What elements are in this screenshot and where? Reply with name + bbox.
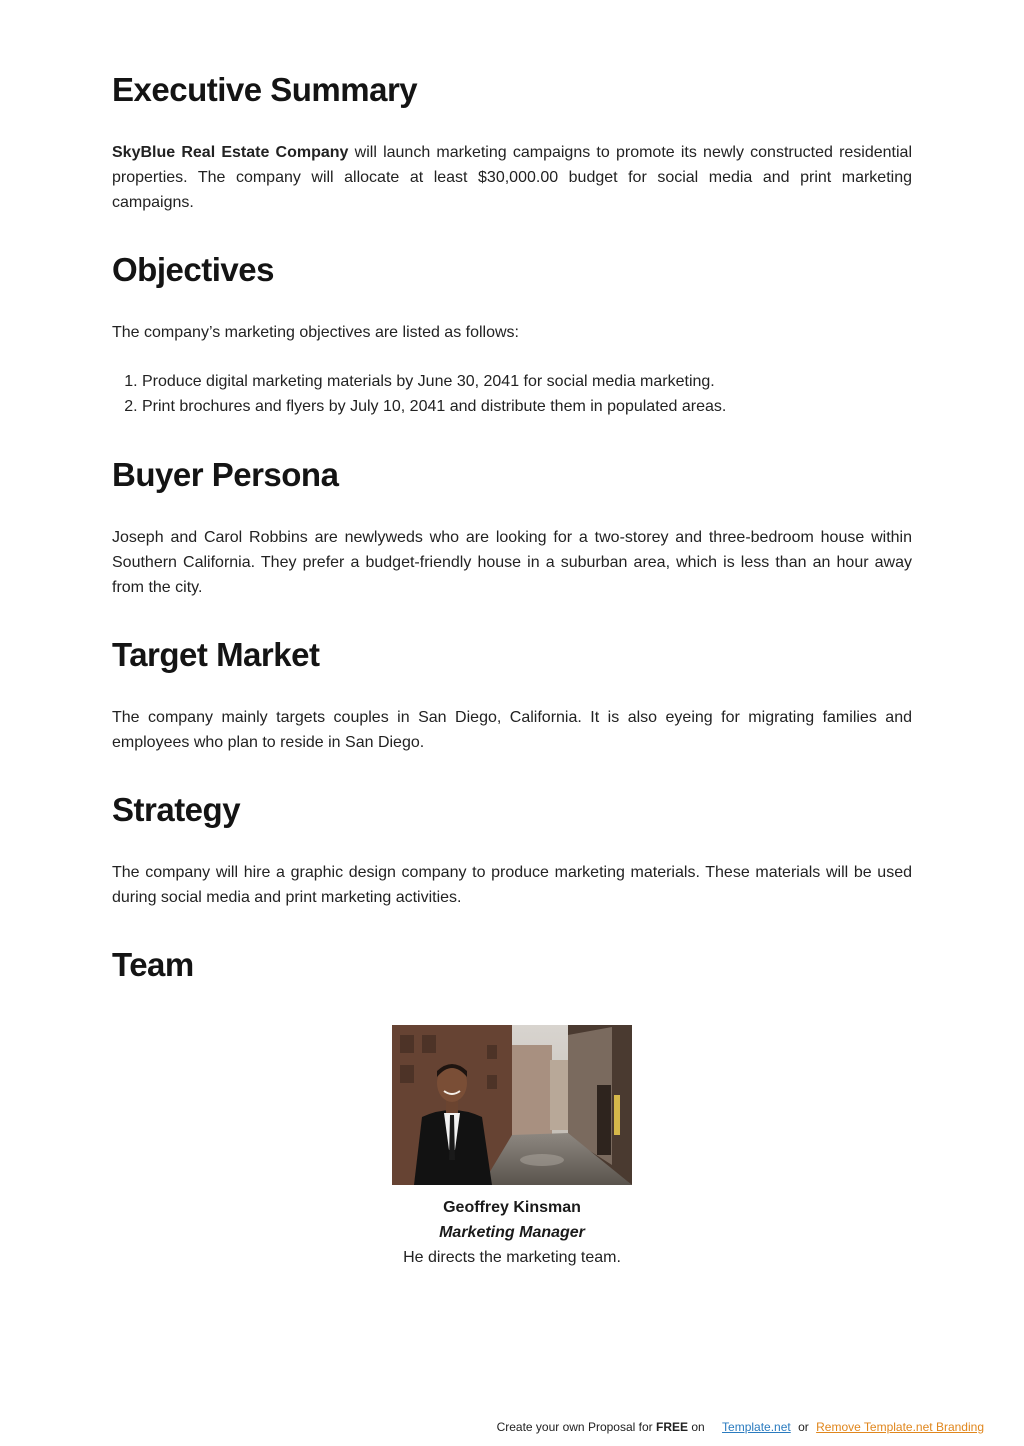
objectives-intro: The company’s marketing objectives are listed as follows:: [112, 324, 519, 341]
heading-executive-summary: Executive Summary: [112, 71, 418, 108]
footer-on: on: [688, 1420, 705, 1434]
heading-team: Team: [112, 946, 194, 983]
company-name: SkyBlue Real Estate Company: [112, 144, 349, 161]
footer-or: or: [798, 1420, 809, 1434]
heading-target-market: Target Market: [112, 636, 320, 673]
team-member-photo: [392, 1025, 632, 1185]
template-footer: [497, 1419, 984, 1435]
executive-summary-body: will launch marketing campaigns to promote its newly constructed residential properties. The company will allocate at least $30,000.00 budget for social media and print marketing campaigns.: [112, 144, 912, 211]
team-member-description: He directs the marketing team.: [403, 1249, 621, 1266]
footer-prefix: Create your own Proposal for: [496, 1420, 656, 1434]
objective-item: 2. Print brochures and flyers by July 10, 2041 and distribute them in populated areas.: [142, 394, 726, 419]
executive-summary-text: [112, 140, 912, 215]
buyer-persona-text: Joseph and Carol Robbins are newlyweds who are looking for a two-storey and three-bedroom house within Southern California. They prefer a budget-friendly house in a suburban area, which is less than an hour away from the city.: [112, 529, 912, 596]
team-member-name: Geoffrey Kinsman: [443, 1199, 581, 1216]
heading-strategy: Strategy: [112, 791, 241, 828]
heading-objectives: Objectives: [112, 251, 274, 288]
heading-buyer-persona: Buyer Persona: [112, 456, 339, 493]
team-member-role: Marketing Manager: [439, 1224, 585, 1241]
portrait-photo-illustration: [392, 1025, 632, 1185]
target-market-text: The company mainly targets couples in San Diego, California. It is also eyeing for migrating families and employees who plan to reside in San Diego.: [112, 709, 912, 751]
objective-item: 1. Produce digital marketing materials by June 30, 2041 for social media marketing.: [142, 369, 726, 394]
template-net-link[interactable]: Template.net: [722, 1420, 791, 1434]
remove-branding-link[interactable]: Remove Template.net Branding: [816, 1420, 984, 1434]
team-member-card: [392, 1025, 632, 1270]
strategy-text: The company will hire a graphic design company to produce marketing materials. These materials will be used during social media and print marketing activities.: [112, 864, 912, 906]
footer-free: FREE: [655, 1420, 688, 1434]
objectives-list: [112, 369, 726, 419]
